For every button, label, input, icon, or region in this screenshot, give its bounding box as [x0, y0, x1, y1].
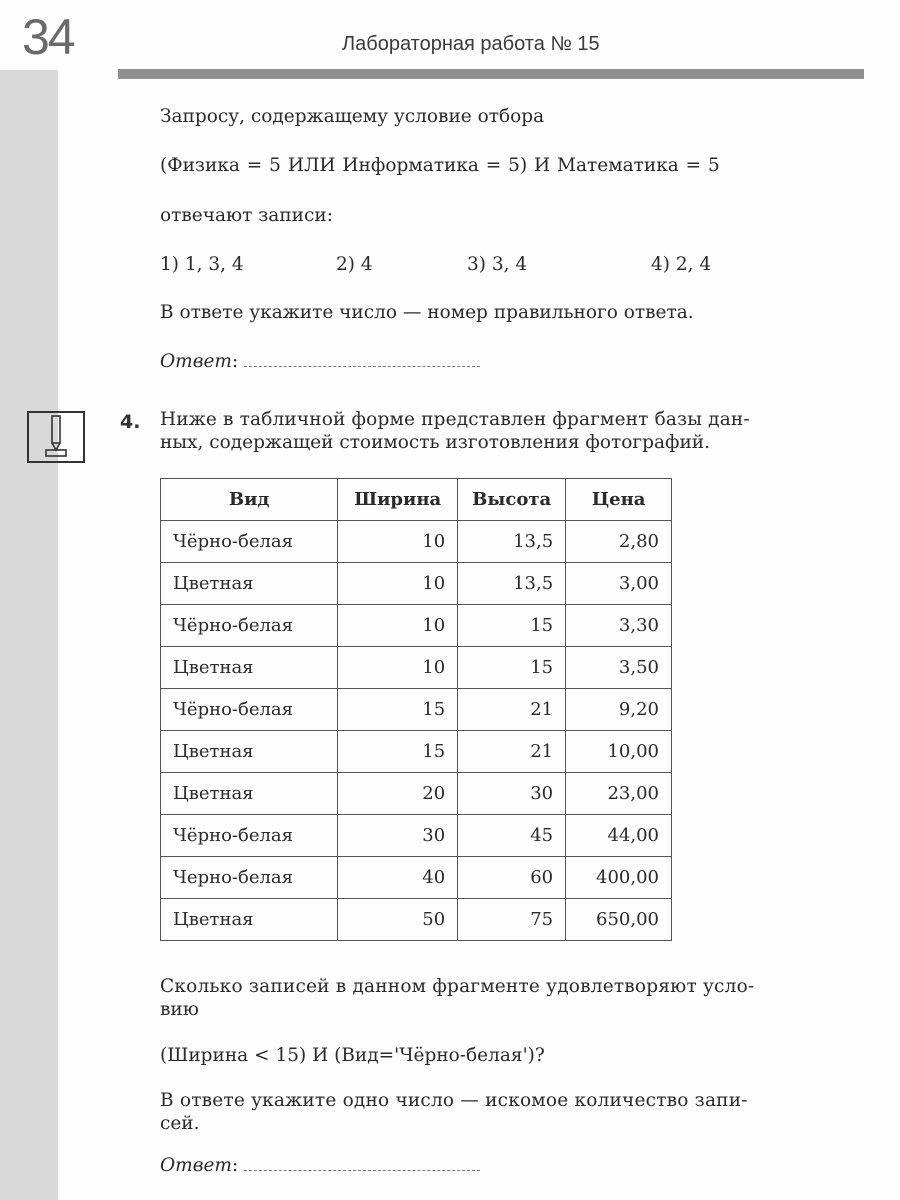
- cell-height: 30: [458, 773, 566, 815]
- task4-condition: (Ширина < 15) И (Вид='Чёрно-белая')?: [160, 1045, 545, 1066]
- cell-kind: Чёрно-белая: [161, 605, 338, 647]
- cell-price: 3,30: [566, 605, 672, 647]
- table-row: [161, 857, 672, 899]
- task4-question-line1: Сколько записей в данном фрагменте удовлетворяют усло-: [160, 976, 755, 997]
- cell-price: 3,50: [566, 647, 672, 689]
- cell-kind: Цветная: [161, 731, 338, 773]
- cell-width: 15: [338, 731, 458, 773]
- cell-price: 3,00: [566, 563, 672, 605]
- task4-instruction-line1: В ответе укажите одно число — искомое количество запи-: [160, 1090, 748, 1111]
- cell-width: 20: [338, 773, 458, 815]
- cell-height: 15: [458, 647, 566, 689]
- page-number: 34: [22, 9, 74, 65]
- table-row: [161, 773, 672, 815]
- cell-kind: Чёрно-белая: [161, 521, 338, 563]
- cell-height: 75: [458, 899, 566, 941]
- header-rule: [118, 69, 864, 79]
- cell-price: 9,20: [566, 689, 672, 731]
- cell-width: 10: [338, 605, 458, 647]
- cell-kind: Чёрно-белая: [161, 689, 338, 731]
- cell-price: 23,00: [566, 773, 672, 815]
- column-header-kind: Вид: [161, 479, 338, 521]
- table-row: [161, 647, 672, 689]
- cell-height: 21: [458, 731, 566, 773]
- pencil-on-base-icon: [27, 411, 85, 463]
- task3-intro: Запросу, содержащему условие отбора: [160, 106, 545, 127]
- option-2[interactable]: 2) 4: [336, 254, 373, 275]
- cell-height: 13,5: [458, 563, 566, 605]
- table-row: [161, 731, 672, 773]
- cell-kind: Черно-белая: [161, 857, 338, 899]
- cell-height: 21: [458, 689, 566, 731]
- task3-answer-row: Ответ:: [160, 351, 480, 373]
- table-row: [161, 689, 672, 731]
- task4-answer-row: Ответ:: [160, 1155, 480, 1177]
- table-row: [161, 521, 672, 563]
- cell-price: 10,00: [566, 731, 672, 773]
- page-margin-band: [0, 70, 58, 1200]
- cell-price: 44,00: [566, 815, 672, 857]
- cell-kind: Цветная: [161, 899, 338, 941]
- task4-answer-field[interactable]: [244, 1170, 480, 1171]
- cell-kind: Чёрно-белая: [161, 815, 338, 857]
- task-number: 4.: [120, 411, 141, 433]
- option-4[interactable]: 4) 2, 4: [651, 254, 712, 275]
- task3-options: [160, 254, 860, 278]
- cell-height: 45: [458, 815, 566, 857]
- option-3[interactable]: 3) 3, 4: [467, 254, 528, 275]
- cell-kind: Цветная: [161, 563, 338, 605]
- cell-width: 30: [338, 815, 458, 857]
- task4-intro-line2: ных, содержащей стоимость изготовления фотографий.: [160, 432, 711, 453]
- table-row: [161, 563, 672, 605]
- task3-answer-field[interactable]: [244, 366, 480, 367]
- column-header-height: Высота: [458, 479, 566, 521]
- running-title: Лабораторная работа № 15: [342, 33, 600, 55]
- table-header-row: [161, 479, 672, 521]
- cell-width: 15: [338, 689, 458, 731]
- cell-kind: Цветная: [161, 773, 338, 815]
- task4-question-line2: вию: [160, 999, 199, 1020]
- task3-records-label: отвечают записи:: [160, 205, 333, 226]
- cell-width: 10: [338, 563, 458, 605]
- answer-label: Ответ: [160, 351, 232, 372]
- table-row: [161, 815, 672, 857]
- task4-intro-line1: Ниже в табличной форме представлен фрагмент базы дан-: [160, 409, 750, 430]
- column-header-width: Ширина: [338, 479, 458, 521]
- task3-condition: (Физика = 5 ИЛИ Информатика = 5) И Математика = 5: [160, 155, 720, 176]
- cell-width: 10: [338, 521, 458, 563]
- cell-price: 650,00: [566, 899, 672, 941]
- column-header-price: Цена: [566, 479, 672, 521]
- cell-width: 40: [338, 857, 458, 899]
- table-row: [161, 605, 672, 647]
- cell-width: 50: [338, 899, 458, 941]
- answer-label: Ответ: [160, 1155, 232, 1176]
- option-1[interactable]: 1) 1, 3, 4: [160, 254, 244, 275]
- cell-height: 13,5: [458, 521, 566, 563]
- cell-width: 10: [338, 647, 458, 689]
- cell-price: 2,80: [566, 521, 672, 563]
- table-row: [161, 899, 672, 941]
- cell-kind: Цветная: [161, 647, 338, 689]
- cell-height: 15: [458, 605, 566, 647]
- cell-price: 400,00: [566, 857, 672, 899]
- task4-instruction-line2: сей.: [160, 1113, 200, 1134]
- task3-instruction: В ответе укажите число — номер правильного ответа.: [160, 302, 694, 323]
- photo-price-table: [160, 478, 672, 941]
- cell-height: 60: [458, 857, 566, 899]
